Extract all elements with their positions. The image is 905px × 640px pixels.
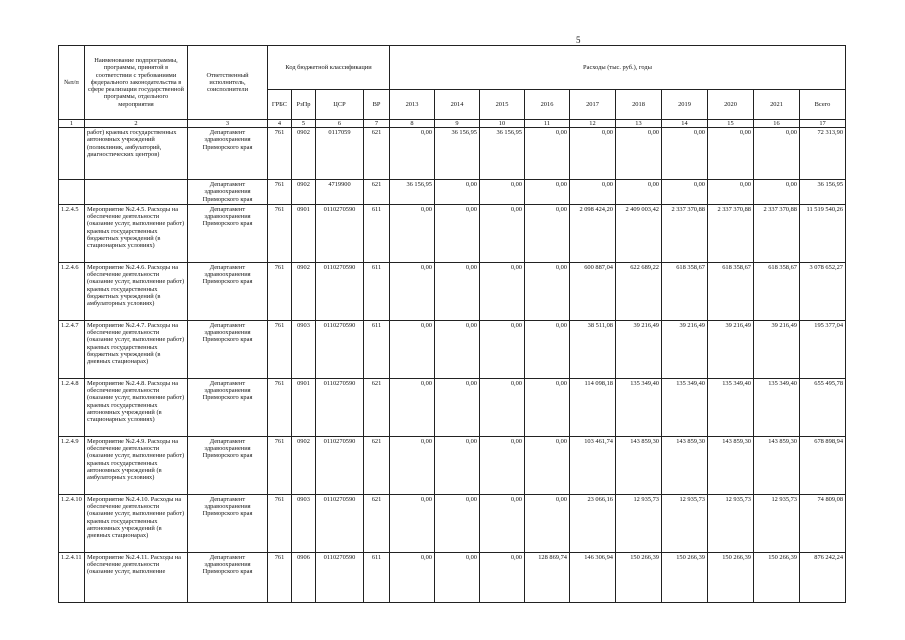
row-num: 1.2.4.10 [59,494,85,552]
row-csr: 0110270590 [316,262,364,320]
row-value: 655 495,78 [800,378,846,436]
header-year-9: Всего [800,90,846,120]
row-grbs: 761 [268,378,292,436]
row-value: 0,00 [435,378,480,436]
row-value: 103 461,74 [570,436,616,494]
row-value: 622 689,22 [616,262,662,320]
row-value: 0,00 [616,128,662,180]
header-num: №п/п [59,46,85,120]
row-value: 150 266,39 [662,552,708,602]
column-number: 3 [188,120,268,128]
header-year-5: 2018 [616,90,662,120]
row-value: 143 859,30 [662,436,708,494]
column-number: 7 [364,120,390,128]
row-value: 0,00 [435,180,480,205]
row-value: 0,00 [390,494,435,552]
row-value: 12 935,73 [708,494,754,552]
column-number: 9 [435,120,480,128]
row-executor: Департамент здравоохранения Приморского края [188,552,268,602]
row-vr: 611 [364,204,390,262]
row-value: 0,00 [435,320,480,378]
row-value: 150 266,39 [708,552,754,602]
row-grbs: 761 [268,128,292,180]
header-code-2: ЦСР [316,90,364,120]
row-vr: 621 [364,180,390,205]
row-grbs: 761 [268,494,292,552]
header-year-8: 2021 [754,90,800,120]
row-rzpr: 0901 [292,204,316,262]
header-year-2: 2015 [480,90,525,120]
row-csr: 0117059 [316,128,364,180]
row-num: 1.2.4.11 [59,552,85,602]
row-grbs: 761 [268,552,292,602]
row-executor: Департамент здравоохранения Приморского края [188,378,268,436]
row-value: 0,00 [570,128,616,180]
page-number: 5 [576,35,581,45]
row-value: 0,00 [435,204,480,262]
row-value: 0,00 [390,262,435,320]
row-value: 2 337 370,88 [708,204,754,262]
row-value: 39 216,49 [662,320,708,378]
row-name [85,180,188,205]
table-row [59,552,846,602]
row-value: 618 358,67 [662,262,708,320]
row-csr: 0110270590 [316,436,364,494]
column-number: 5 [292,120,316,128]
row-value: 0,00 [616,180,662,205]
row-name: Мероприятие №2.4.9. Расходы на обеспечение деятельности (оказание услуг, выполнение работ) краевых государственных автономных учреждений (в амбулаторных условиях) [85,436,188,494]
row-value: 0,00 [480,378,525,436]
row-rzpr: 0902 [292,262,316,320]
row-value: 36 156,95 [435,128,480,180]
row-executor: Департамент здравоохранения Приморского края [188,436,268,494]
table-row [59,180,846,205]
row-value: 678 898,94 [800,436,846,494]
row-value: 0,00 [480,436,525,494]
header-code-1: РзПр [292,90,316,120]
row-value: 36 156,95 [800,180,846,205]
row-value: 12 935,73 [616,494,662,552]
row-vr: 621 [364,378,390,436]
row-value: 150 266,39 [616,552,662,602]
header-year-0: 2013 [390,90,435,120]
row-value: 0,00 [525,262,570,320]
column-number: 11 [525,120,570,128]
row-value: 0,00 [390,204,435,262]
row-value: 11 519 540,26 [800,204,846,262]
table-row [59,320,846,378]
column-number: 15 [708,120,754,128]
header-year-3: 2016 [525,90,570,120]
row-num: 1.2.4.8 [59,378,85,436]
row-value: 23 066,16 [570,494,616,552]
column-number: 14 [662,120,708,128]
row-value: 0,00 [525,180,570,205]
row-vr: 621 [364,128,390,180]
row-value: 12 935,73 [662,494,708,552]
row-value: 0,00 [480,552,525,602]
table-row [59,262,846,320]
row-value: 0,00 [435,494,480,552]
header-year-7: 2020 [708,90,754,120]
row-value: 0,00 [525,494,570,552]
row-rzpr: 0901 [292,378,316,436]
table-row [59,204,846,262]
row-csr: 0110270590 [316,494,364,552]
header-year-4: 2017 [570,90,616,120]
row-num [59,128,85,180]
row-value: 0,00 [390,378,435,436]
row-value: 600 887,04 [570,262,616,320]
header-name: Наименование подпрограммы, программы, принятой в соответствии с требованиями федерального законодательства в сфере реализации государственной программы, отдельного мероприятия [85,46,188,120]
row-value: 2 098 424,20 [570,204,616,262]
row-value: 0,00 [662,180,708,205]
row-value: 2 409 003,42 [616,204,662,262]
table-row [59,378,846,436]
column-number: 17 [800,120,846,128]
row-vr: 611 [364,320,390,378]
row-value: 146 306,94 [570,552,616,602]
row-value: 0,00 [480,320,525,378]
column-number: 8 [390,120,435,128]
budget-table [58,45,846,603]
row-executor: Департамент здравоохранения Приморского края [188,204,268,262]
row-num: 1.2.4.9 [59,436,85,494]
header-executor: Ответственный исполнитель, соисполнители [188,46,268,120]
row-value: 195 377,04 [800,320,846,378]
column-number: 2 [85,120,188,128]
row-vr: 621 [364,436,390,494]
row-value: 12 935,73 [754,494,800,552]
row-value: 618 358,67 [754,262,800,320]
row-name: Мероприятие №2.4.10. Расходы на обеспечение деятельности (оказание услуг, выполнение работ) краевых государственных автономных учреждений (в дневных стационарах) [85,494,188,552]
header-budget-code: Код бюджетной классификации [268,46,390,90]
table-row [59,436,846,494]
column-number: 12 [570,120,616,128]
row-value: 135 349,40 [662,378,708,436]
row-value: 135 349,40 [754,378,800,436]
row-value: 135 349,40 [708,378,754,436]
row-value: 0,00 [754,180,800,205]
header-year-1: 2014 [435,90,480,120]
row-name: Мероприятие №2.4.8. Расходы на обеспечение деятельности (оказание услуг, выполнение работ) краевых государственных автономных учреждений (в стационарных условиях) [85,378,188,436]
row-grbs: 761 [268,436,292,494]
row-value: 74 809,08 [800,494,846,552]
row-csr: 4719900 [316,180,364,205]
row-name: Мероприятие №2.4.7. Расходы на обеспечение деятельности (оказание услуг, выполнение работ) краевых государственных бюджетных учреждений (в дневных стационарах) [85,320,188,378]
row-value: 0,00 [390,320,435,378]
row-num: 1.2.4.6 [59,262,85,320]
row-name: Мероприятие №2.4.5. Расходы на обеспечение деятельности (оказание услуг, выполнение работ) краевых государственных бюджетных учреждений (в стационарных условиях) [85,204,188,262]
row-value: 0,00 [525,378,570,436]
row-csr: 0110270590 [316,320,364,378]
row-num [59,180,85,205]
row-value: 0,00 [708,128,754,180]
column-number: 1 [59,120,85,128]
row-value: 2 337 370,88 [754,204,800,262]
row-value: 36 156,95 [390,180,435,205]
column-number: 13 [616,120,662,128]
row-num: 1.2.4.7 [59,320,85,378]
row-csr: 0110270590 [316,204,364,262]
row-csr: 0110270590 [316,552,364,602]
row-value: 0,00 [390,552,435,602]
row-value: 143 859,30 [708,436,754,494]
row-value: 618 358,67 [708,262,754,320]
row-value: 2 337 370,88 [662,204,708,262]
row-value: 0,00 [570,180,616,205]
row-grbs: 761 [268,204,292,262]
row-value: 143 859,30 [754,436,800,494]
row-name: Мероприятие №2.4.11. Расходы на обеспечение деятельности (оказание услуг, выполнение [85,552,188,602]
row-rzpr: 0903 [292,320,316,378]
row-executor: Департамент здравоохранения Приморского края [188,494,268,552]
row-value: 39 216,49 [616,320,662,378]
row-value: 0,00 [390,128,435,180]
row-executor: Департамент здравоохранения Приморского края [188,262,268,320]
row-value: 0,00 [525,320,570,378]
row-value: 0,00 [708,180,754,205]
row-rzpr: 0902 [292,128,316,180]
header-year-6: 2019 [662,90,708,120]
column-number: 4 [268,120,292,128]
row-value: 0,00 [525,436,570,494]
row-vr: 621 [364,494,390,552]
row-executor: Департамент здравоохранения Приморского края [188,128,268,180]
row-value: 3 078 652,27 [800,262,846,320]
row-num: 1.2.4.5 [59,204,85,262]
header-expenses: Расходы (тыс. руб.), годы [390,46,846,90]
row-value: 0,00 [435,436,480,494]
row-value: 0,00 [480,204,525,262]
row-value: 72 313,90 [800,128,846,180]
row-value: 0,00 [435,552,480,602]
row-value: 0,00 [480,180,525,205]
row-value: 39 216,49 [708,320,754,378]
row-value: 150 266,39 [754,552,800,602]
row-value: 876 242,24 [800,552,846,602]
row-vr: 611 [364,262,390,320]
row-value: 135 349,40 [616,378,662,436]
row-rzpr: 0902 [292,436,316,494]
row-value: 36 156,95 [480,128,525,180]
row-executor: Департамент здравоохранения Приморского края [188,320,268,378]
column-number: 10 [480,120,525,128]
row-grbs: 761 [268,262,292,320]
row-value: 128 869,74 [525,552,570,602]
column-number: 6 [316,120,364,128]
row-value: 143 859,30 [616,436,662,494]
row-value: 0,00 [435,262,480,320]
row-rzpr: 0906 [292,552,316,602]
row-executor: Департамент здравоохранения Приморского края [188,180,268,205]
table-row [59,128,846,180]
row-name: Мероприятие №2.4.6. Расходы на обеспечение деятельности (оказание услуг, выполнение работ) краевых государственных бюджетных учреждений (в амбулаторных условиях) [85,262,188,320]
row-name: работ) краевых государственных автономных учреждений (поликлиник, амбулаторий, диагностических центров) [85,128,188,180]
row-value: 0,00 [754,128,800,180]
row-value: 0,00 [525,204,570,262]
header-code-3: ВР [364,90,390,120]
row-value: 0,00 [390,436,435,494]
row-value: 39 216,49 [754,320,800,378]
row-value: 0,00 [662,128,708,180]
row-rzpr: 0903 [292,494,316,552]
table-row [59,494,846,552]
row-csr: 0110270590 [316,378,364,436]
row-value: 0,00 [525,128,570,180]
row-value: 0,00 [480,494,525,552]
column-number: 16 [754,120,800,128]
row-rzpr: 0902 [292,180,316,205]
row-value: 114 098,18 [570,378,616,436]
row-grbs: 761 [268,320,292,378]
row-vr: 611 [364,552,390,602]
row-grbs: 761 [268,180,292,205]
row-value: 38 511,08 [570,320,616,378]
row-value: 0,00 [480,262,525,320]
header-code-0: ГРБС [268,90,292,120]
